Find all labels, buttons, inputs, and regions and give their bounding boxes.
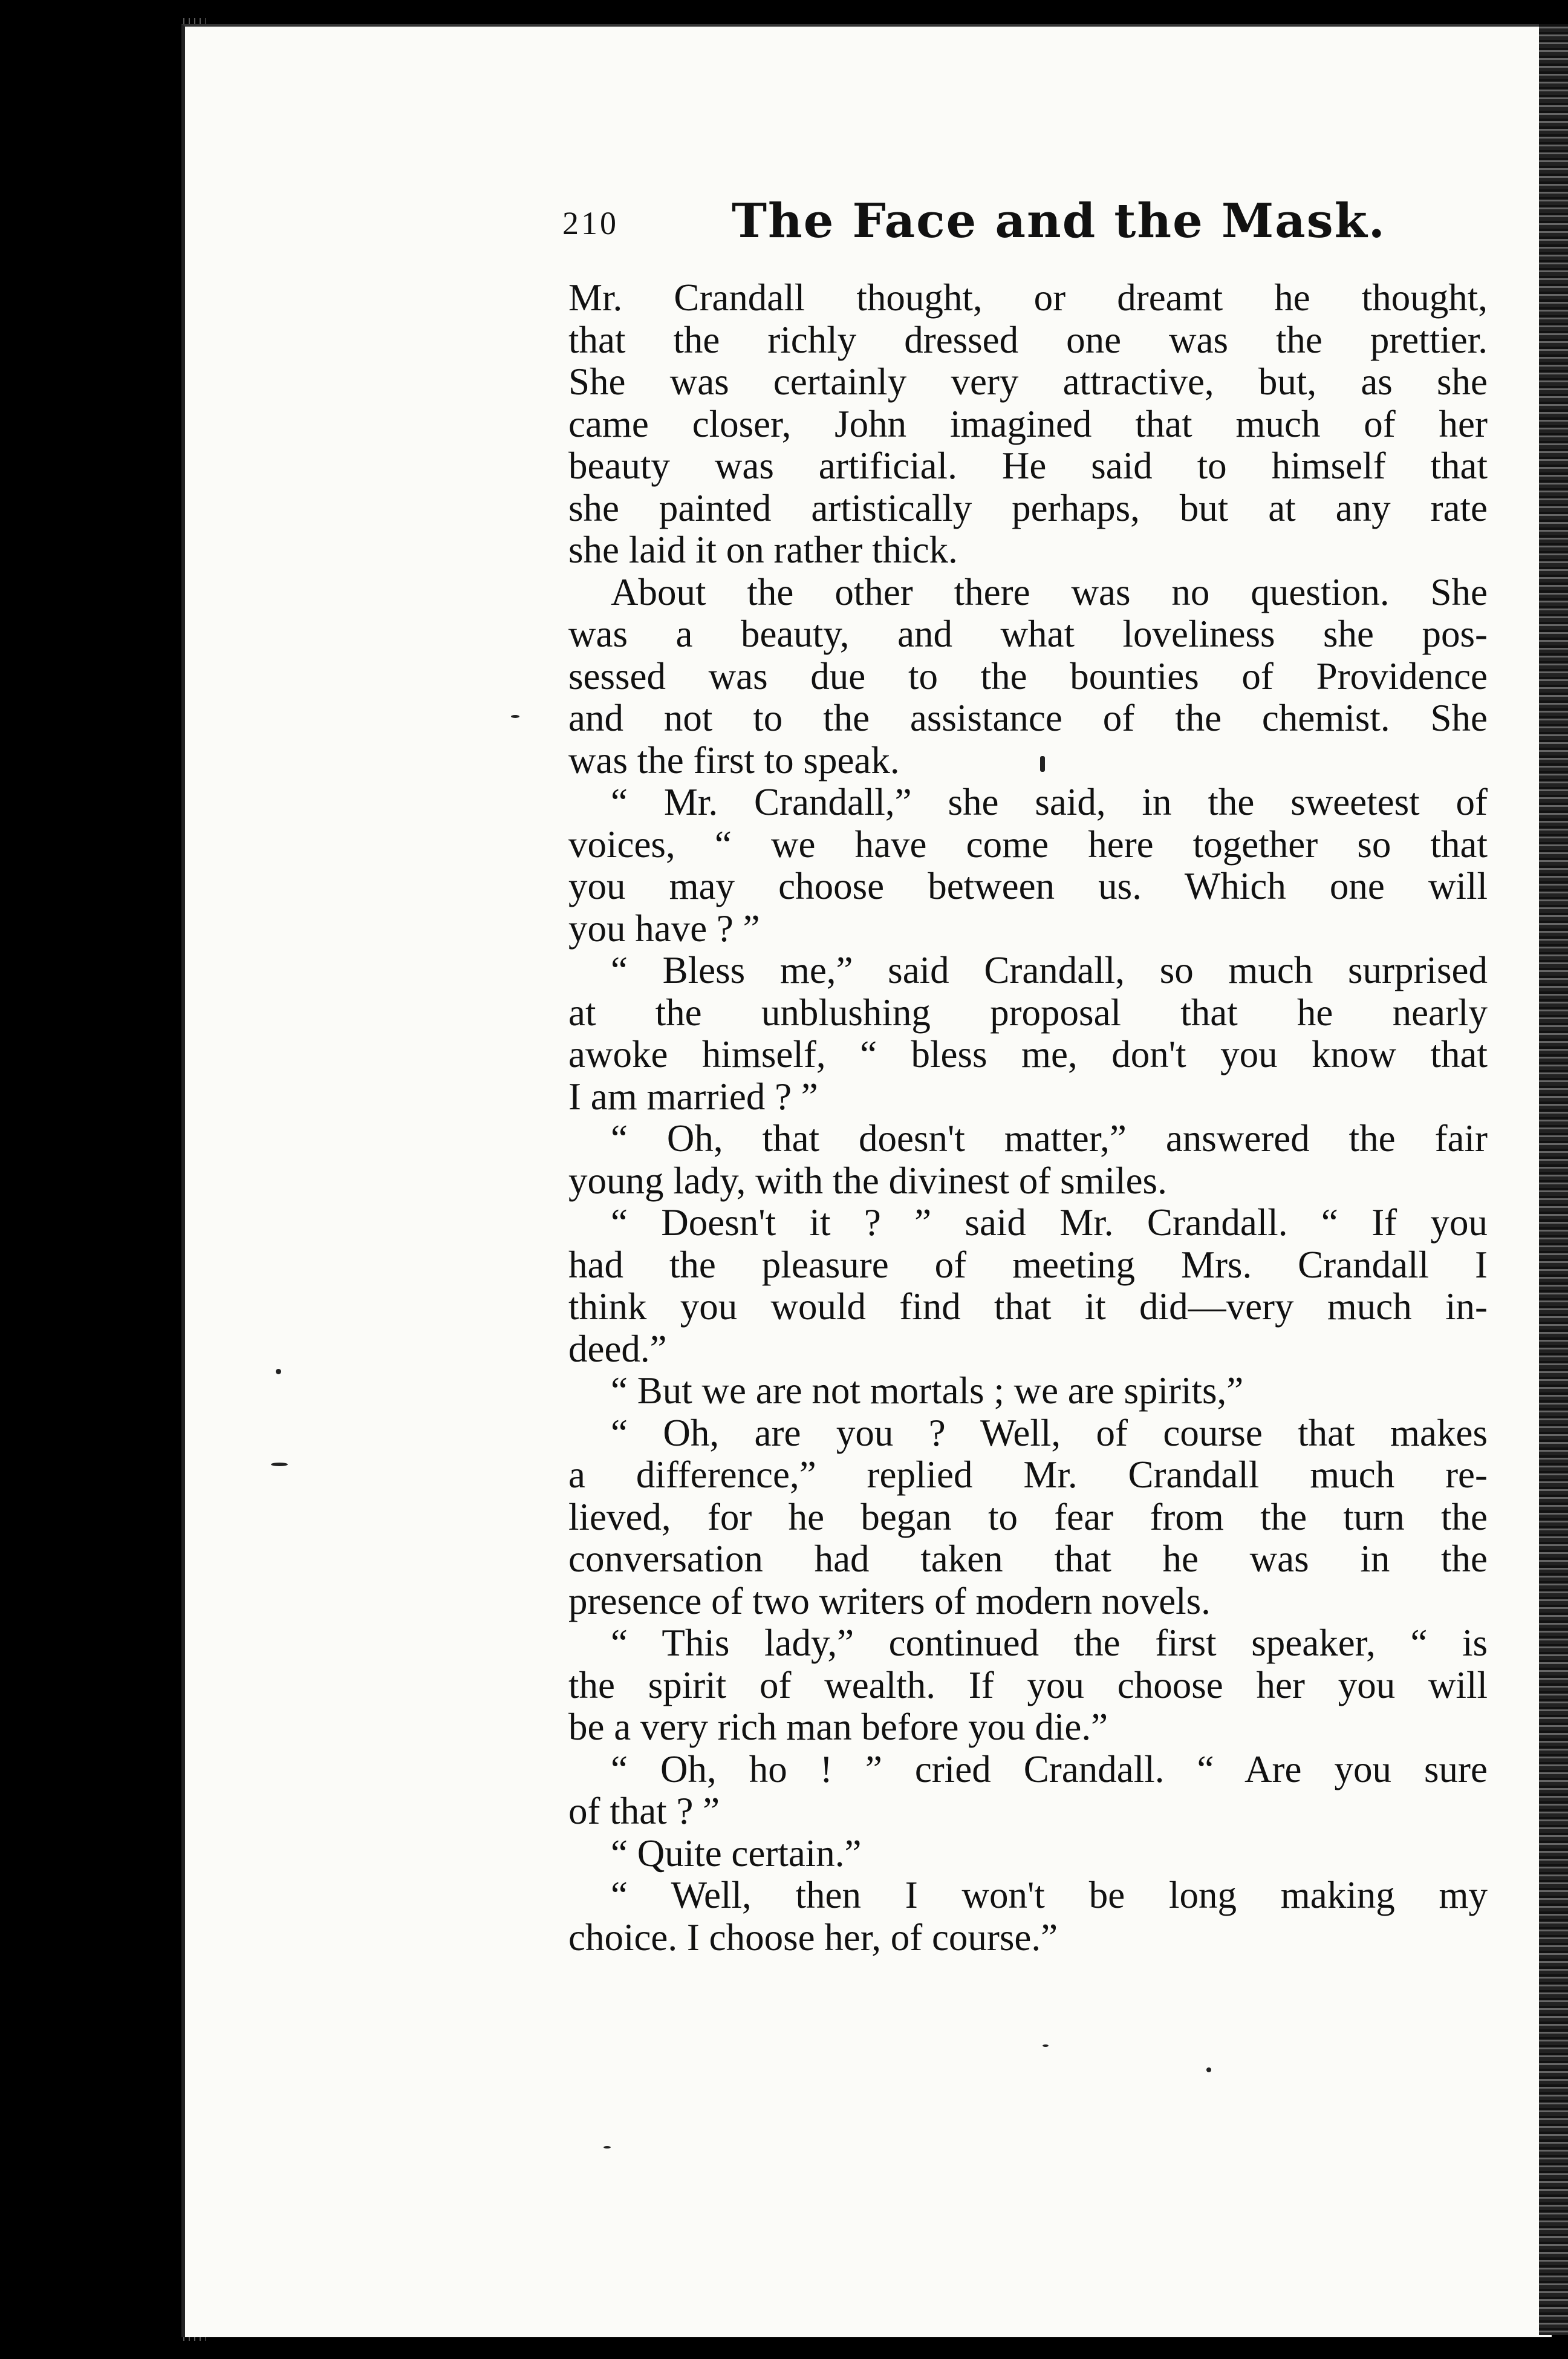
- scan-speck: [276, 1369, 281, 1374]
- text-line: I am married ? ”: [568, 1075, 818, 1118]
- text-line: conversation had taken that he was in the: [568, 1538, 1488, 1580]
- text-line: at the unblushing proposal that he nearly: [568, 991, 1488, 1034]
- text-line: She was certainly very attractive, but, as she: [568, 361, 1488, 403]
- scan-speck: [1040, 756, 1045, 772]
- text-line: “ Bless me,” said Crandall, so much surprised: [611, 949, 1488, 991]
- scan-speck: [271, 1463, 288, 1466]
- text-line: was the first to speak.: [568, 739, 900, 781]
- text-line: the spirit of wealth. If you choose her you will: [568, 1663, 1488, 1706]
- running-title: The Face and the Mask.: [732, 194, 1386, 249]
- body-text: [568, 277, 1488, 1959]
- text-line: awoke himself, “ bless me, don't you know that: [568, 1033, 1488, 1075]
- text-line: choice. I choose her, of course.”: [568, 1916, 1058, 1959]
- text-line: “ But we are not mortals ; we are spirits,”: [611, 1369, 1244, 1412]
- text-line: of that ? ”: [568, 1790, 720, 1832]
- text-line: beauty was artificial. He said to himself that: [568, 445, 1488, 487]
- text-line: she painted artistically perhaps, but at any rate: [568, 486, 1488, 529]
- scan-speck: [603, 2146, 611, 2149]
- text-line: About the other there was no question. She: [611, 570, 1488, 613]
- page-header: [562, 194, 1482, 260]
- text-line: she laid it on rather thick.: [568, 529, 958, 571]
- text-line: voices, “ we have come here together so that: [568, 823, 1488, 866]
- text-line: deed.”: [568, 1327, 667, 1370]
- text-line: young lady, with the divinest of smiles.: [568, 1159, 1167, 1202]
- scan-speck: [511, 715, 519, 718]
- scan-speck: [1206, 2067, 1211, 2072]
- text-line: a difference,” replied Mr. Crandall much re-: [568, 1454, 1488, 1496]
- text-line: and not to the assistance of the chemist. She: [568, 697, 1488, 739]
- page-number: 210: [562, 205, 619, 241]
- scan-speck: [1043, 2044, 1049, 2047]
- text-line: was a beauty, and what loveliness she pos-: [568, 613, 1488, 655]
- text-line: “ Oh, are you ? Well, of course that makes: [611, 1411, 1488, 1454]
- text-line: presence of two writers of modern novels.: [568, 1579, 1211, 1622]
- text-line: “ Well, then I won't be long making my: [611, 1874, 1488, 1916]
- text-line: “ Oh, ho ! ” cried Crandall. “ Are you sure: [611, 1747, 1488, 1790]
- text-line: sessed was due to the bounties of Providence: [568, 654, 1488, 697]
- text-line: “ Mr. Crandall,” she said, in the sweetest of: [611, 781, 1488, 823]
- text-line: “ Oh, that doesn't matter,” answered the fair: [611, 1117, 1488, 1160]
- text-line: had the pleasure of meeting Mrs. Crandall I: [568, 1243, 1488, 1286]
- text-line: “ Doesn't it ? ” said Mr. Crandall. “ If you: [611, 1201, 1488, 1244]
- text-line: that the richly dressed one was the prettier.: [568, 318, 1488, 361]
- page-edge: [1539, 24, 1568, 2335]
- text-line: came closer, John imagined that much of her: [568, 402, 1488, 445]
- text-line: be a very rich man before you die.”: [568, 1706, 1108, 1748]
- text-line: Mr. Crandall thought, or dreamt he thought,: [568, 276, 1488, 319]
- text-line: lieved, for he began to fear from the turn the: [568, 1495, 1488, 1538]
- text-line: “ Quite certain.”: [611, 1832, 862, 1874]
- text-line: think you would find that it did—very much in-: [568, 1285, 1488, 1328]
- text-line: “ This lady,” continued the first speaker, “ is: [611, 1622, 1488, 1664]
- text-line: you have ? ”: [568, 907, 760, 950]
- text-line: you may choose between us. Which one will: [568, 865, 1488, 907]
